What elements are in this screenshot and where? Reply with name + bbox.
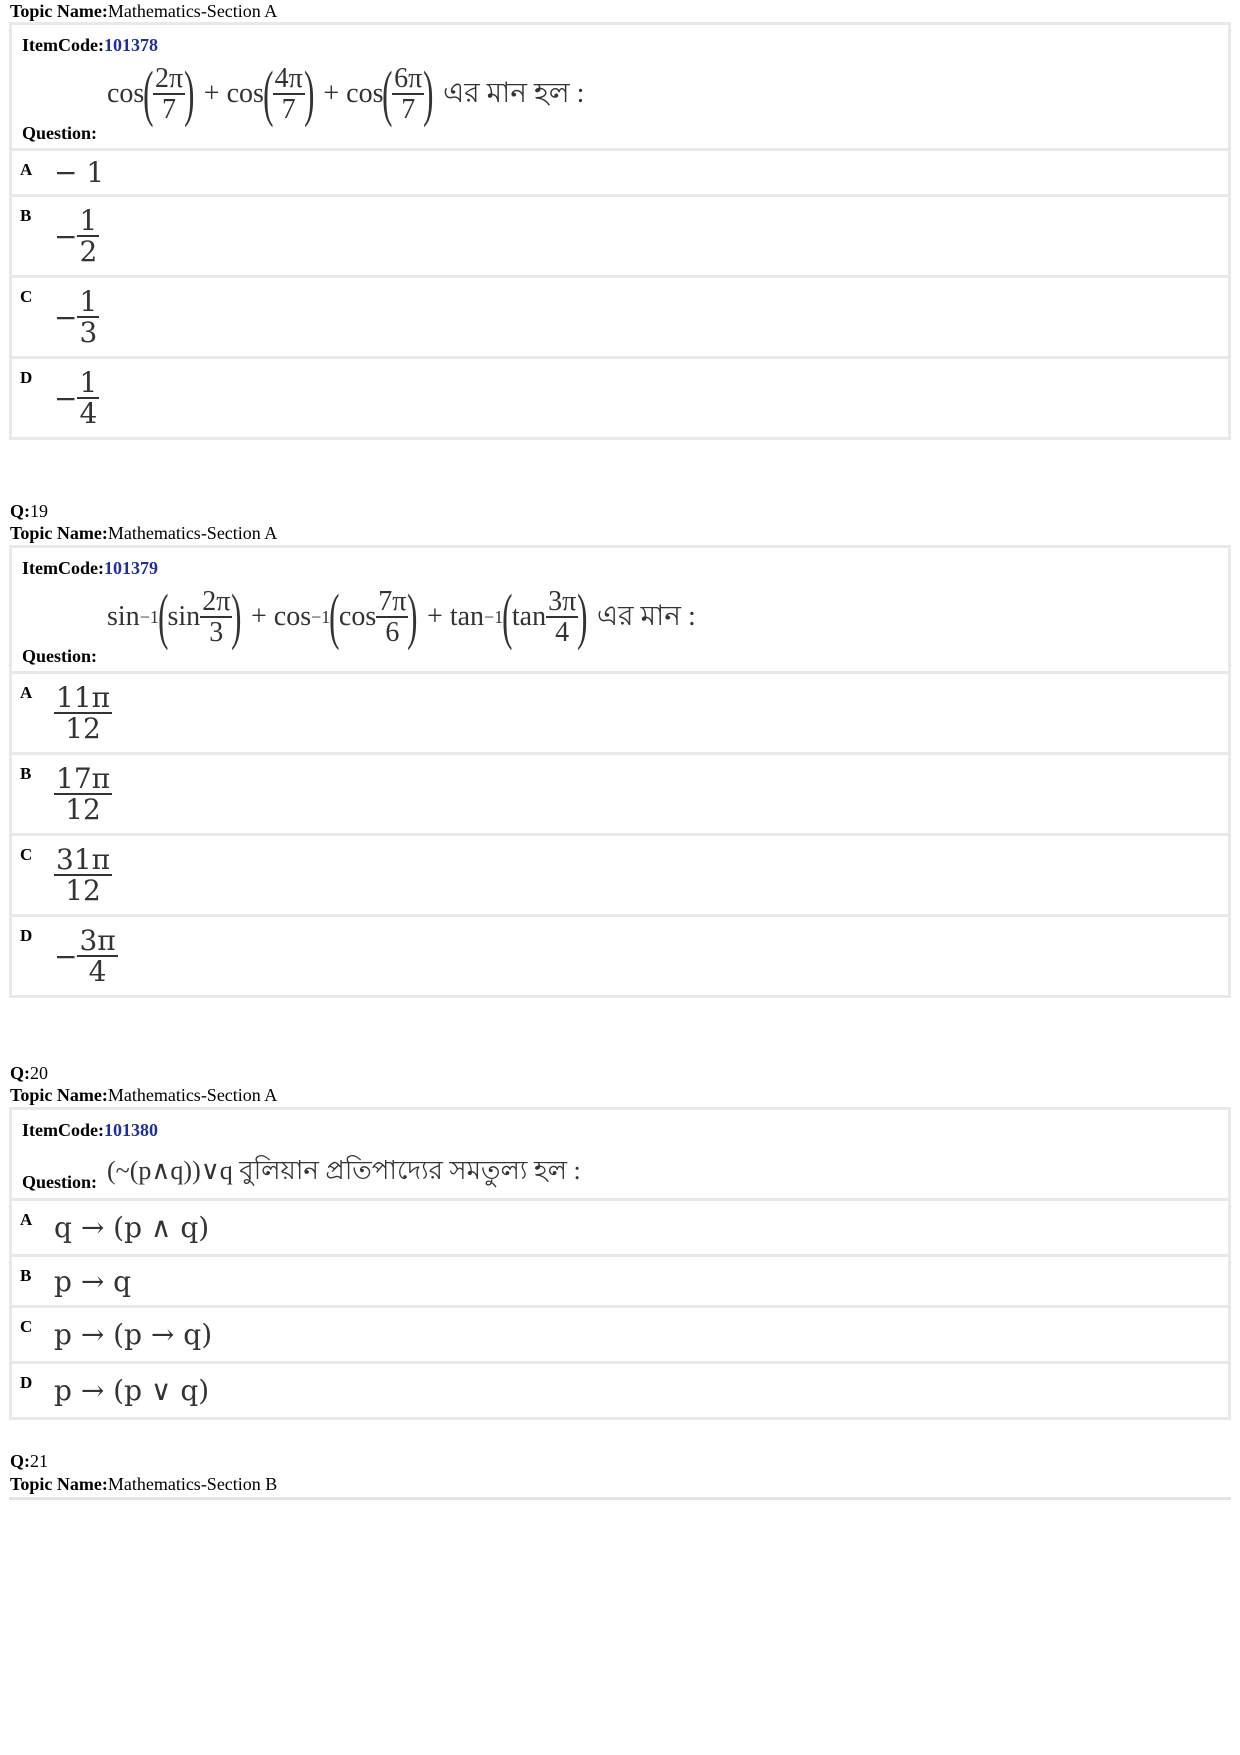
question-expression bbox=[107, 60, 585, 128]
denominator: 12 bbox=[65, 874, 101, 907]
superscript: −1 bbox=[484, 606, 504, 627]
fraction bbox=[77, 284, 99, 349]
option-row-b[interactable] bbox=[12, 1257, 1228, 1305]
question-number-q21 bbox=[10, 1450, 48, 1472]
fraction bbox=[54, 842, 112, 907]
option-label: D bbox=[12, 359, 39, 437]
denominator: 6 bbox=[385, 617, 400, 648]
question-label: Question: bbox=[22, 123, 98, 143]
topic-label: Topic Name: bbox=[10, 1085, 108, 1105]
question-header bbox=[12, 1110, 1228, 1198]
expr-term: + cos bbox=[250, 601, 312, 632]
topic-line-q18 bbox=[10, 0, 277, 22]
topic-label: Topic Name: bbox=[10, 1, 108, 21]
paren-close: ) bbox=[184, 60, 195, 128]
sign: − bbox=[54, 939, 78, 973]
option-row-a[interactable] bbox=[12, 674, 1228, 752]
expr-term: sin bbox=[107, 601, 140, 632]
paren-open: ( bbox=[263, 60, 274, 128]
option-row-c[interactable] bbox=[12, 278, 1228, 356]
superscript: −1 bbox=[311, 606, 331, 627]
fraction bbox=[273, 64, 305, 125]
item-code-value: 101378 bbox=[103, 35, 158, 55]
item-code bbox=[22, 1120, 158, 1141]
item-code-value: 101380 bbox=[103, 1120, 158, 1140]
expr-term: + cos bbox=[203, 78, 264, 109]
option-value: p → (p → q) bbox=[42, 1308, 1228, 1361]
denominator: 4 bbox=[79, 397, 98, 430]
option-row-c[interactable] bbox=[12, 836, 1228, 914]
expr-term: + tan bbox=[427, 601, 485, 632]
topic-value: Mathematics-Section A bbox=[107, 1085, 278, 1105]
option-label: D bbox=[12, 1364, 39, 1417]
denominator: 12 bbox=[65, 712, 101, 745]
question-card-q19 bbox=[9, 545, 1231, 998]
option-value bbox=[42, 836, 1228, 914]
denominator: 7 bbox=[401, 94, 416, 125]
option-value bbox=[42, 197, 1228, 275]
option-value: − 1 bbox=[42, 151, 1228, 194]
option-label: D bbox=[12, 917, 39, 995]
superscript: −1 bbox=[139, 606, 159, 627]
option-value: p → q bbox=[42, 1257, 1228, 1305]
question-header bbox=[12, 548, 1228, 671]
question-card-q18 bbox=[9, 22, 1231, 440]
option-value bbox=[42, 674, 1228, 752]
option-label: C bbox=[12, 1308, 39, 1361]
option-label: B bbox=[12, 1257, 39, 1305]
item-code bbox=[22, 558, 158, 579]
option-value bbox=[42, 359, 1228, 437]
question-number-q20 bbox=[10, 1062, 48, 1084]
option-value: q → (p ∧ q) bbox=[42, 1201, 1228, 1254]
paren-close: ) bbox=[577, 583, 588, 651]
option-row-d[interactable] bbox=[12, 917, 1228, 995]
paren-open: ( bbox=[502, 583, 513, 651]
topic-line-q20 bbox=[10, 1084, 277, 1106]
topic-value: Mathematics-Section A bbox=[107, 1, 278, 21]
paren-open: ( bbox=[158, 583, 169, 651]
fraction bbox=[153, 64, 185, 125]
option-label: C bbox=[12, 836, 39, 914]
paren-close: ) bbox=[423, 60, 434, 128]
qnum-label: Q: bbox=[10, 1451, 30, 1471]
question-expression: (~(p∧q))∨q বুলিয়ান প্রতিপাদ্যের সমতুল্য হল : bbox=[107, 1156, 581, 1185]
topic-line-q21 bbox=[10, 1473, 277, 1495]
numerator: 7π bbox=[378, 585, 407, 617]
qnum-value: 20 bbox=[30, 1063, 48, 1083]
expr-term: + cos bbox=[323, 78, 384, 109]
paren-close: ) bbox=[303, 60, 315, 128]
numerator: 3π bbox=[548, 585, 577, 617]
paren-close: ) bbox=[231, 583, 242, 651]
question-header bbox=[12, 25, 1228, 148]
item-code-label: ItemCode: bbox=[22, 1120, 104, 1140]
numerator: 11π bbox=[56, 680, 111, 714]
paren-open: ( bbox=[382, 60, 393, 128]
option-value bbox=[42, 755, 1228, 833]
qnum-value: 21 bbox=[30, 1451, 48, 1471]
fraction bbox=[77, 203, 99, 268]
option-label: C bbox=[12, 278, 39, 356]
numerator: 31π bbox=[56, 842, 111, 876]
topic-value: Mathematics-Section B bbox=[107, 1474, 278, 1494]
item-code-label: ItemCode: bbox=[22, 35, 104, 55]
option-value: p → (p ∨ q) bbox=[42, 1364, 1228, 1417]
question-label: Question: bbox=[22, 1172, 98, 1192]
question-label: Question: bbox=[22, 646, 98, 666]
denominator: 3 bbox=[209, 617, 224, 648]
fraction bbox=[200, 587, 232, 648]
fraction bbox=[376, 587, 408, 648]
option-row-a[interactable] bbox=[12, 151, 1228, 194]
topic-label: Topic Name: bbox=[10, 1474, 108, 1494]
fraction bbox=[77, 365, 99, 430]
option-value bbox=[42, 278, 1228, 356]
expr-term: tan bbox=[511, 601, 547, 632]
question-number-q19 bbox=[10, 500, 48, 522]
numerator: 17π bbox=[56, 761, 111, 795]
paren-open: ( bbox=[143, 60, 154, 128]
sign: − bbox=[54, 381, 78, 415]
expr-term: cos bbox=[107, 78, 145, 109]
numerator: 1 bbox=[79, 365, 98, 399]
option-label: A bbox=[12, 674, 39, 752]
fraction bbox=[546, 587, 578, 648]
option-row-a[interactable] bbox=[12, 1201, 1228, 1254]
paren-close: ) bbox=[407, 583, 418, 651]
paren-open: ( bbox=[329, 583, 340, 651]
option-label: B bbox=[12, 755, 39, 833]
option-row-d[interactable] bbox=[12, 359, 1228, 437]
numerator: 2π bbox=[154, 62, 184, 94]
denominator: 7 bbox=[281, 94, 296, 125]
option-label: B bbox=[12, 197, 39, 275]
expr-tail: এর মান হল : bbox=[442, 77, 585, 109]
numerator: 6π bbox=[394, 62, 423, 94]
sign: − bbox=[54, 300, 78, 334]
option-label: A bbox=[12, 1201, 39, 1254]
topic-line-q19 bbox=[10, 522, 277, 544]
denominator: 3 bbox=[79, 316, 98, 349]
question-card-q20 bbox=[9, 1107, 1231, 1420]
option-row-b[interactable] bbox=[12, 197, 1228, 275]
denominator: 2 bbox=[79, 235, 98, 268]
numerator: 2π bbox=[202, 585, 231, 617]
option-row-c[interactable] bbox=[12, 1308, 1228, 1361]
expr-tail: এর মান : bbox=[596, 600, 696, 632]
fraction bbox=[54, 680, 112, 745]
topic-label: Topic Name: bbox=[10, 523, 108, 543]
qnum-label: Q: bbox=[10, 501, 30, 521]
item-code-label: ItemCode: bbox=[22, 558, 104, 578]
denominator: 12 bbox=[65, 793, 101, 826]
option-label: A bbox=[12, 151, 39, 194]
fraction bbox=[392, 64, 424, 125]
item-code-value: 101379 bbox=[103, 558, 158, 578]
question-expression bbox=[107, 583, 696, 651]
qnum-value: 19 bbox=[30, 501, 48, 521]
qnum-label: Q: bbox=[10, 1063, 30, 1083]
numerator: 1 bbox=[79, 203, 98, 237]
option-row-b[interactable] bbox=[12, 755, 1228, 833]
denominator: 7 bbox=[162, 94, 177, 125]
option-row-d[interactable] bbox=[12, 1364, 1228, 1417]
fraction bbox=[77, 923, 117, 988]
sign: − bbox=[54, 219, 78, 253]
numerator: 3π bbox=[79, 923, 116, 957]
numerator: 4π bbox=[274, 62, 303, 94]
fraction bbox=[54, 761, 112, 826]
option-value bbox=[42, 917, 1228, 995]
denominator: 4 bbox=[88, 955, 107, 988]
numerator: 1 bbox=[79, 284, 98, 318]
expr-term: cos bbox=[338, 601, 377, 632]
section-divider bbox=[9, 1497, 1231, 1500]
item-code bbox=[22, 35, 158, 56]
denominator: 4 bbox=[555, 617, 570, 648]
expr-term: sin bbox=[167, 601, 201, 632]
topic-value: Mathematics-Section A bbox=[107, 523, 278, 543]
